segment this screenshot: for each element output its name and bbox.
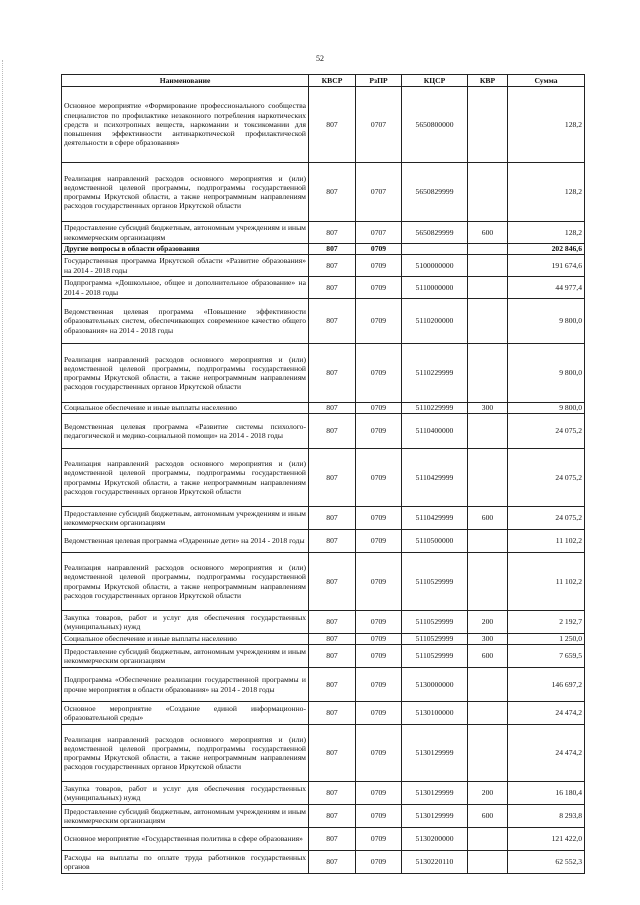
- table-row: [62, 449, 585, 507]
- cell-rzpr: 0709: [356, 645, 402, 668]
- cell-sum: 2 192,7: [508, 611, 585, 634]
- cell-sum: 128,2: [508, 222, 585, 244]
- cell-kcsr: 5110200000: [402, 299, 468, 344]
- cell-kvsr: 807: [309, 403, 356, 414]
- cell-rzpr: 0709: [356, 725, 402, 782]
- cell-name: Закупка товаров, работ и услуг для обеспечения государственных (муниципальных) нужд: [62, 611, 309, 634]
- cell-rzpr: 0707: [356, 222, 402, 244]
- cell-kcsr: 5110229999: [402, 344, 468, 403]
- cell-kvr: [468, 828, 508, 851]
- budget-table: [61, 74, 585, 874]
- table-row: [62, 403, 585, 414]
- cell-name: Основное мероприятие «Формирование профессионального сообщества специалистов по профилактике незаконного потребления наркотических средств и психотропных веществ, наркомании и токсикомании для повышения эффективности антинаркотической профилактической деятельности в сфере образования»: [62, 87, 309, 163]
- cell-rzpr: 0709: [356, 344, 402, 403]
- cell-sum: 24 075,2: [508, 507, 585, 530]
- cell-kcsr: 5650829999: [402, 222, 468, 244]
- cell-sum: 24 474,2: [508, 725, 585, 782]
- cell-rzpr: 0709: [356, 403, 402, 414]
- cell-kvr: [468, 702, 508, 725]
- cell-rzpr: 0709: [356, 851, 402, 874]
- cell-rzpr: 0709: [356, 414, 402, 449]
- cell-name: Предоставление субсидий бюджетным, автономным учреждениям и иным некоммерческим организациям: [62, 805, 309, 828]
- cell-sum: 146 697,2: [508, 668, 585, 702]
- header-kvsr: КВСР: [309, 75, 356, 87]
- cell-kvsr: 807: [309, 163, 356, 222]
- table-row: [62, 645, 585, 668]
- cell-rzpr: 0709: [356, 277, 402, 299]
- cell-kvr: [468, 244, 508, 255]
- cell-kvr: 600: [468, 507, 508, 530]
- cell-sum: 9 800,0: [508, 344, 585, 403]
- cell-rzpr: 0709: [356, 255, 402, 277]
- cell-kvsr: 807: [309, 344, 356, 403]
- cell-kvsr: 807: [309, 851, 356, 874]
- cell-name: Реализация направлений расходов основного мероприятия и (или) ведомственной целевой программы, подпрограммы государственной программы Иркутской области, а также непрограммным направлениям расходов государственных органов Иркутской области: [62, 163, 309, 222]
- cell-kvsr: 807: [309, 414, 356, 449]
- cell-sum: 9 800,0: [508, 403, 585, 414]
- cell-rzpr: 0709: [356, 244, 402, 255]
- cell-rzpr: 0707: [356, 163, 402, 222]
- table-row: [62, 634, 585, 645]
- cell-kvsr: 807: [309, 645, 356, 668]
- table-row: [62, 782, 585, 805]
- cell-kcsr: 5130129999: [402, 805, 468, 828]
- table-row: [62, 255, 585, 277]
- cell-rzpr: 0709: [356, 611, 402, 634]
- table-row: [62, 805, 585, 828]
- cell-rzpr: 0709: [356, 634, 402, 645]
- header-kcsr: КЦСР: [402, 75, 468, 87]
- cell-name: Предоставление субсидий бюджетным, автономным учреждениям и иным некоммерческим организациям: [62, 222, 309, 244]
- cell-kvr: [468, 851, 508, 874]
- cell-kvsr: 807: [309, 611, 356, 634]
- cell-kvsr: 807: [309, 805, 356, 828]
- cell-rzpr: 0709: [356, 668, 402, 702]
- cell-kvsr: 807: [309, 634, 356, 645]
- cell-kcsr: 5110529999: [402, 611, 468, 634]
- cell-kvr: [468, 553, 508, 611]
- cell-kcsr: 5130000000: [402, 668, 468, 702]
- cell-kcsr: 5110400000: [402, 414, 468, 449]
- cell-kcsr: 5110000000: [402, 277, 468, 299]
- cell-name: Подпрограмма «Дошкольное, общее и дополнительное образование» на 2014 - 2018 годы: [62, 277, 309, 299]
- cell-sum: 24 075,2: [508, 414, 585, 449]
- table-row: [62, 87, 585, 163]
- cell-sum: 1 250,0: [508, 634, 585, 645]
- cell-kvsr: 807: [309, 299, 356, 344]
- cell-sum: 8 293,8: [508, 805, 585, 828]
- cell-sum: 11 102,2: [508, 553, 585, 611]
- header-sum: Сумма: [508, 75, 585, 87]
- cell-kvr: [468, 163, 508, 222]
- table-row: [62, 299, 585, 344]
- cell-sum: 62 552,3: [508, 851, 585, 874]
- cell-kvr: 200: [468, 782, 508, 805]
- cell-kvr: [468, 344, 508, 403]
- cell-rzpr: 0709: [356, 449, 402, 507]
- table-row: [62, 611, 585, 634]
- cell-kcsr: 5130100000: [402, 702, 468, 725]
- cell-kvsr: 807: [309, 668, 356, 702]
- table-row: [62, 851, 585, 874]
- table-row: [62, 244, 585, 255]
- cell-rzpr: 0709: [356, 805, 402, 828]
- cell-kcsr: 5110500000: [402, 530, 468, 553]
- cell-sum: 16 180,4: [508, 782, 585, 805]
- cell-kcsr: 5110529999: [402, 634, 468, 645]
- cell-kvr: [468, 414, 508, 449]
- table-row: [62, 277, 585, 299]
- cell-kvr: [468, 449, 508, 507]
- cell-sum: 191 674,6: [508, 255, 585, 277]
- cell-kcsr: 5110229999: [402, 403, 468, 414]
- table-row: [62, 344, 585, 403]
- cell-kvsr: 807: [309, 449, 356, 507]
- cell-sum: 24 075,2: [508, 449, 585, 507]
- cell-kvsr: 807: [309, 507, 356, 530]
- cell-name: Ведомственная целевая программа «Развитие системы психолого-педагогической и медико-социальной помощи» на 2014 - 2018 годы: [62, 414, 309, 449]
- cell-kvr: [468, 87, 508, 163]
- table-row: [62, 530, 585, 553]
- cell-kcsr: 5110529999: [402, 553, 468, 611]
- cell-kvsr: 807: [309, 222, 356, 244]
- cell-kvsr: 807: [309, 87, 356, 163]
- page-number: 52: [316, 54, 324, 63]
- cell-rzpr: 0709: [356, 702, 402, 725]
- cell-kcsr: 5650800000: [402, 87, 468, 163]
- table-row: [62, 507, 585, 530]
- cell-kvsr: 807: [309, 553, 356, 611]
- table-header-row: [62, 75, 585, 87]
- cell-kvr: 300: [468, 403, 508, 414]
- cell-rzpr: 0709: [356, 507, 402, 530]
- cell-name: Реализация направлений расходов основного мероприятия и (или) ведомственной целевой программы, подпрограммы государственной программы Иркутской области, а также непрограммным направлениям расходов государственных органов Иркутской области: [62, 344, 309, 403]
- cell-kvsr: 807: [309, 702, 356, 725]
- cell-sum: 44 977,4: [508, 277, 585, 299]
- table-row: [62, 668, 585, 702]
- cell-kvr: 200: [468, 611, 508, 634]
- table-row: [62, 725, 585, 782]
- cell-sum: 11 102,2: [508, 530, 585, 553]
- cell-name: Реализация направлений расходов основного мероприятия и (или) ведомственной целевой программы, подпрограммы государственной программы Иркутской области, а также непрограммным направлениям расходов государственных органов Иркутской области: [62, 553, 309, 611]
- header-rzpr: РзПР: [356, 75, 402, 87]
- cell-sum: 24 474,2: [508, 702, 585, 725]
- cell-rzpr: 0709: [356, 530, 402, 553]
- cell-kcsr: 5130220110: [402, 851, 468, 874]
- cell-kvsr: 807: [309, 828, 356, 851]
- cell-name: Социальное обеспечение и иные выплаты населению: [62, 403, 309, 414]
- cell-kcsr: 5110429999: [402, 507, 468, 530]
- cell-rzpr: 0707: [356, 87, 402, 163]
- cell-name: Ведомственная целевая программа «Повышение эффективности образовательных систем, обеспечивающих современное качество общего образования» на 2014 - 2018 годы: [62, 299, 309, 344]
- cell-kvr: 600: [468, 222, 508, 244]
- table-row: [62, 553, 585, 611]
- cell-kvr: [468, 277, 508, 299]
- cell-kvsr: 807: [309, 255, 356, 277]
- cell-name: Ведомственная целевая программа «Одаренные дети» на 2014 - 2018 годы: [62, 530, 309, 553]
- cell-kvr: [468, 530, 508, 553]
- cell-kcsr: 5130129999: [402, 782, 468, 805]
- cell-kvsr: 807: [309, 277, 356, 299]
- table-row: [62, 828, 585, 851]
- header-name: Наименование: [62, 75, 309, 87]
- cell-sum: 128,2: [508, 87, 585, 163]
- cell-kvr: 600: [468, 645, 508, 668]
- cell-rzpr: 0709: [356, 553, 402, 611]
- cell-kvsr: 807: [309, 782, 356, 805]
- cell-sum: 9 800,0: [508, 299, 585, 344]
- cell-rzpr: 0709: [356, 299, 402, 344]
- cell-name: Расходы на выплаты по оплате труда работников государственных органов: [62, 851, 309, 874]
- cell-rzpr: 0709: [356, 828, 402, 851]
- cell-rzpr: 0709: [356, 782, 402, 805]
- table-row: [62, 163, 585, 222]
- cell-kvsr: 807: [309, 530, 356, 553]
- cell-kcsr: 5110529999: [402, 645, 468, 668]
- cell-kcsr: 5100000000: [402, 255, 468, 277]
- scan-edge-marks: [2, 60, 9, 890]
- cell-name: Основное мероприятие «Государственная политика в сфере образования»: [62, 828, 309, 851]
- table-row: [62, 414, 585, 449]
- cell-name: Другие вопросы в области образования: [62, 244, 309, 255]
- cell-sum: 121 422,0: [508, 828, 585, 851]
- cell-kvr: [468, 255, 508, 277]
- cell-kvr: [468, 299, 508, 344]
- cell-name: Основное мероприятие «Создание единой информационно-образовательной среды»: [62, 702, 309, 725]
- cell-sum: 128,2: [508, 163, 585, 222]
- cell-kcsr: 5130200000: [402, 828, 468, 851]
- cell-name: Реализация направлений расходов основного мероприятия и (или) ведомственной целевой программы, подпрограммы государственной программы Иркутской области, а также непрограммным направлениям расходов государственных органов Иркутской области: [62, 449, 309, 507]
- cell-sum: 7 659,5: [508, 645, 585, 668]
- cell-name: Предоставление субсидий бюджетным, автономным учреждениям и иным некоммерческим организациям: [62, 507, 309, 530]
- cell-name: Закупка товаров, работ и услуг для обеспечения государственных (муниципальных) нужд: [62, 782, 309, 805]
- cell-kvsr: 807: [309, 244, 356, 255]
- cell-kcsr: 5650829999: [402, 163, 468, 222]
- cell-name: Социальное обеспечение и иные выплаты населению: [62, 634, 309, 645]
- cell-kcsr: 5110429999: [402, 449, 468, 507]
- cell-kvr: 300: [468, 634, 508, 645]
- cell-kvr: 600: [468, 805, 508, 828]
- cell-kvr: [468, 725, 508, 782]
- cell-kcsr: [402, 244, 468, 255]
- header-kvr: КВР: [468, 75, 508, 87]
- cell-name: Предоставление субсидий бюджетным, автономным учреждениям и иным некоммерческим организациям: [62, 645, 309, 668]
- cell-name: Подпрограмма «Обеспечение реализации государственной программы и прочие мероприятия в области образования» на 2014 - 2018 годы: [62, 668, 309, 702]
- table-row: [62, 222, 585, 244]
- cell-kvr: [468, 668, 508, 702]
- cell-sum: 202 846,6: [508, 244, 585, 255]
- table-row: [62, 702, 585, 725]
- cell-name: Государственная программа Иркутской области «Развитие образования» на 2014 - 2018 годы: [62, 255, 309, 277]
- cell-kvsr: 807: [309, 725, 356, 782]
- cell-kcsr: 5130129999: [402, 725, 468, 782]
- cell-name: Реализация направлений расходов основного мероприятия и (или) ведомственной целевой программы, подпрограммы государственной программы Иркутской области, а также непрограммным направлениям расходов государственных органов Иркутской области: [62, 725, 309, 782]
